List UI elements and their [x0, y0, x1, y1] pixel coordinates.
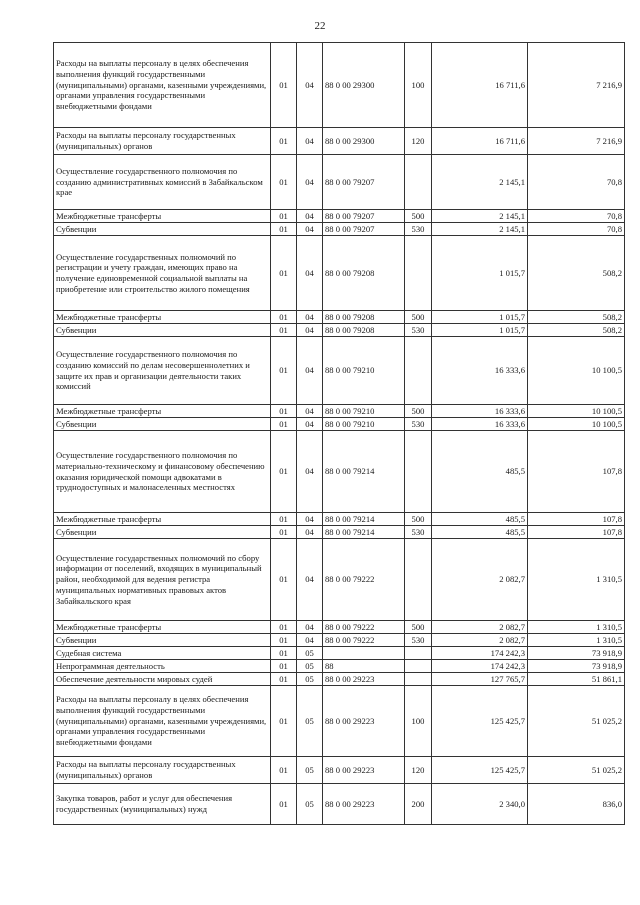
cell-amount-executed: 7 216,9 — [528, 43, 625, 128]
cell-amount-executed: 73 918,9 — [528, 647, 625, 660]
cell-name: Субвенции — [54, 223, 271, 236]
table-row — [54, 311, 625, 324]
table-row — [54, 337, 625, 405]
cell-name: Осуществление государственного полномочия по созданию административных комиссий в Забайкальском крае — [54, 155, 271, 210]
cell-target-article: 88 0 00 79210 — [323, 418, 405, 431]
cell-target-article: 88 0 00 79222 — [323, 539, 405, 621]
cell-target-article: 88 0 00 29300 — [323, 43, 405, 128]
cell-subsection: 04 — [297, 526, 323, 539]
table-row — [54, 418, 625, 431]
cell-expense-type: 530 — [405, 324, 432, 337]
cell-amount-executed: 51 025,2 — [528, 686, 625, 757]
cell-amount-plan: 125 425,7 — [432, 686, 528, 757]
cell-expense-type — [405, 155, 432, 210]
cell-subsection: 04 — [297, 513, 323, 526]
cell-amount-executed: 10 100,5 — [528, 405, 625, 418]
cell-name: Судебная система — [54, 647, 271, 660]
cell-section: 01 — [271, 621, 297, 634]
cell-expense-type: 500 — [405, 513, 432, 526]
cell-target-article: 88 0 00 29300 — [323, 128, 405, 155]
cell-subsection: 04 — [297, 621, 323, 634]
cell-name: Осуществление государственного полномочия по материально-техническому и финансовому обеспечению оказания юридической помощи адвокатами в труднодоступных и малонаселенных местностях — [54, 431, 271, 513]
cell-section: 01 — [271, 784, 297, 825]
table-row — [54, 526, 625, 539]
cell-name: Закупка товаров, работ и услуг для обеспечения государственных (муниципальных) нужд — [54, 784, 271, 825]
cell-section: 01 — [271, 634, 297, 647]
cell-target-article: 88 0 00 79208 — [323, 324, 405, 337]
cell-section: 01 — [271, 337, 297, 405]
cell-amount-executed: 1 310,5 — [528, 634, 625, 647]
cell-amount-executed: 51 861,1 — [528, 673, 625, 686]
cell-name: Осуществление государственных полномочий по сбору информации от поселений, входящих в муниципальный район, необходимой для ведения регистра муниципальных нормативных правовых актов Забайкальского края — [54, 539, 271, 621]
cell-name: Осуществление государственных полномочий по регистрации и учету граждан, имеющих право на получение единовременной социальной выплаты на приобретение или строительство жилого помещения — [54, 236, 271, 311]
cell-amount-plan: 2 082,7 — [432, 621, 528, 634]
cell-section: 01 — [271, 418, 297, 431]
cell-expense-type: 500 — [405, 405, 432, 418]
cell-amount-executed: 107,8 — [528, 431, 625, 513]
cell-amount-executed: 1 310,5 — [528, 539, 625, 621]
cell-amount-plan: 1 015,7 — [432, 311, 528, 324]
cell-section: 01 — [271, 647, 297, 660]
cell-subsection: 04 — [297, 539, 323, 621]
table-row — [54, 757, 625, 784]
table-row — [54, 686, 625, 757]
cell-name: Межбюджетные трансферты — [54, 405, 271, 418]
cell-section: 01 — [271, 660, 297, 673]
table-row — [54, 621, 625, 634]
table-row — [54, 155, 625, 210]
cell-target-article: 88 0 00 79222 — [323, 634, 405, 647]
cell-subsection: 05 — [297, 784, 323, 825]
cell-expense-type: 500 — [405, 210, 432, 223]
cell-amount-plan: 16 711,6 — [432, 128, 528, 155]
cell-amount-plan: 1 015,7 — [432, 236, 528, 311]
cell-amount-plan: 2 082,7 — [432, 634, 528, 647]
cell-name: Межбюджетные трансферты — [54, 513, 271, 526]
cell-amount-plan: 16 333,6 — [432, 405, 528, 418]
table-row — [54, 128, 625, 155]
table-row — [54, 784, 625, 825]
cell-amount-plan: 16 333,6 — [432, 337, 528, 405]
cell-name: Субвенции — [54, 634, 271, 647]
cell-expense-type: 200 — [405, 784, 432, 825]
cell-subsection: 04 — [297, 311, 323, 324]
cell-subsection: 04 — [297, 210, 323, 223]
table-row — [54, 673, 625, 686]
cell-amount-executed: 107,8 — [528, 526, 625, 539]
cell-target-article: 88 0 00 79214 — [323, 431, 405, 513]
cell-subsection: 04 — [297, 431, 323, 513]
cell-amount-executed: 10 100,5 — [528, 418, 625, 431]
cell-subsection: 04 — [297, 634, 323, 647]
cell-name: Межбюджетные трансферты — [54, 210, 271, 223]
cell-amount-executed: 508,2 — [528, 324, 625, 337]
cell-subsection: 04 — [297, 43, 323, 128]
cell-expense-type: 530 — [405, 418, 432, 431]
cell-name: Расходы на выплаты персоналу в целях обеспечения выполнения функций государственными (муниципальными) органами, казенными учреждениями, органами управления государственными внебюджетными фондами — [54, 686, 271, 757]
cell-section: 01 — [271, 526, 297, 539]
cell-name: Осуществление государственного полномочия по созданию комиссий по делам несовершеннолетних и защите их прав и организации деятельности таких комиссий — [54, 337, 271, 405]
cell-subsection: 05 — [297, 647, 323, 660]
cell-amount-plan: 485,5 — [432, 513, 528, 526]
cell-subsection: 04 — [297, 324, 323, 337]
cell-section: 01 — [271, 405, 297, 418]
cell-expense-type: 120 — [405, 757, 432, 784]
cell-amount-plan: 1 015,7 — [432, 324, 528, 337]
cell-target-article: 88 — [323, 660, 405, 673]
cell-amount-plan: 2 145,1 — [432, 223, 528, 236]
cell-amount-executed: 10 100,5 — [528, 337, 625, 405]
cell-amount-executed: 107,8 — [528, 513, 625, 526]
cell-amount-plan: 2 340,0 — [432, 784, 528, 825]
cell-section: 01 — [271, 311, 297, 324]
cell-section: 01 — [271, 155, 297, 210]
cell-section: 01 — [271, 128, 297, 155]
cell-expense-type — [405, 539, 432, 621]
cell-target-article: 88 0 00 29223 — [323, 784, 405, 825]
table-row — [54, 647, 625, 660]
cell-amount-plan: 485,5 — [432, 526, 528, 539]
table-row — [54, 634, 625, 647]
cell-subsection: 04 — [297, 155, 323, 210]
cell-section: 01 — [271, 513, 297, 526]
cell-target-article: 88 0 00 79210 — [323, 337, 405, 405]
cell-expense-type: 120 — [405, 128, 432, 155]
cell-expense-type: 530 — [405, 526, 432, 539]
cell-target-article: 88 0 00 29223 — [323, 757, 405, 784]
cell-name: Расходы на выплаты персоналу государственных (муниципальных) органов — [54, 128, 271, 155]
cell-target-article: 88 0 00 79208 — [323, 311, 405, 324]
cell-amount-executed: 51 025,2 — [528, 757, 625, 784]
cell-amount-executed: 73 918,9 — [528, 660, 625, 673]
cell-expense-type — [405, 673, 432, 686]
cell-name: Расходы на выплаты персоналу государственных (муниципальных) органов — [54, 757, 271, 784]
cell-subsection: 04 — [297, 223, 323, 236]
budget-table — [53, 42, 625, 825]
table-row — [54, 43, 625, 128]
table-row — [54, 660, 625, 673]
cell-target-article: 88 0 00 79207 — [323, 155, 405, 210]
table-row — [54, 210, 625, 223]
cell-target-article: 88 0 00 29223 — [323, 673, 405, 686]
cell-subsection: 04 — [297, 236, 323, 311]
cell-expense-type — [405, 337, 432, 405]
cell-name: Субвенции — [54, 324, 271, 337]
cell-subsection: 04 — [297, 337, 323, 405]
cell-amount-plan: 2 145,1 — [432, 155, 528, 210]
cell-expense-type: 500 — [405, 621, 432, 634]
cell-target-article: 88 0 00 79207 — [323, 223, 405, 236]
cell-name: Расходы на выплаты персоналу в целях обеспечения выполнения функций государственными (муниципальными) органами, казенными учреждениями, органами управления государственными внебюджетными фондами — [54, 43, 271, 128]
table-row — [54, 431, 625, 513]
cell-target-article: 88 0 00 79222 — [323, 621, 405, 634]
cell-amount-executed: 508,2 — [528, 311, 625, 324]
cell-subsection: 04 — [297, 418, 323, 431]
cell-target-article: 88 0 00 79208 — [323, 236, 405, 311]
cell-expense-type — [405, 660, 432, 673]
cell-section: 01 — [271, 673, 297, 686]
cell-amount-executed: 508,2 — [528, 236, 625, 311]
cell-name: Субвенции — [54, 418, 271, 431]
cell-target-article: 88 0 00 79214 — [323, 513, 405, 526]
cell-subsection: 05 — [297, 660, 323, 673]
cell-name: Непрограммная деятельность — [54, 660, 271, 673]
page-number: 22 — [314, 20, 326, 32]
cell-amount-executed: 836,0 — [528, 784, 625, 825]
cell-expense-type — [405, 431, 432, 513]
cell-subsection: 05 — [297, 686, 323, 757]
cell-amount-executed: 70,8 — [528, 223, 625, 236]
table-row — [54, 405, 625, 418]
table-row — [54, 513, 625, 526]
cell-amount-plan: 16 711,6 — [432, 43, 528, 128]
cell-expense-type: 100 — [405, 43, 432, 128]
table-row — [54, 324, 625, 337]
cell-amount-executed: 1 310,5 — [528, 621, 625, 634]
cell-section: 01 — [271, 757, 297, 784]
cell-amount-executed: 70,8 — [528, 155, 625, 210]
cell-amount-executed: 7 216,9 — [528, 128, 625, 155]
cell-section: 01 — [271, 210, 297, 223]
cell-expense-type: 530 — [405, 223, 432, 236]
cell-amount-plan: 2 082,7 — [432, 539, 528, 621]
cell-name: Субвенции — [54, 526, 271, 539]
cell-name: Межбюджетные трансферты — [54, 621, 271, 634]
cell-expense-type: 100 — [405, 686, 432, 757]
table-row — [54, 539, 625, 621]
cell-target-article: 88 0 00 79207 — [323, 210, 405, 223]
table-row — [54, 236, 625, 311]
cell-section: 01 — [271, 431, 297, 513]
table-row — [54, 223, 625, 236]
cell-subsection: 05 — [297, 757, 323, 784]
cell-amount-executed: 70,8 — [528, 210, 625, 223]
cell-name: Обеспечение деятельности мировых судей — [54, 673, 271, 686]
cell-target-article — [323, 647, 405, 660]
cell-expense-type: 530 — [405, 634, 432, 647]
cell-target-article: 88 0 00 79210 — [323, 405, 405, 418]
cell-subsection: 04 — [297, 405, 323, 418]
cell-subsection: 05 — [297, 673, 323, 686]
cell-expense-type: 500 — [405, 311, 432, 324]
cell-subsection: 04 — [297, 128, 323, 155]
cell-expense-type — [405, 236, 432, 311]
cell-section: 01 — [271, 43, 297, 128]
cell-amount-plan: 174 242,3 — [432, 647, 528, 660]
cell-section: 01 — [271, 539, 297, 621]
cell-amount-plan: 2 145,1 — [432, 210, 528, 223]
cell-amount-plan: 16 333,6 — [432, 418, 528, 431]
cell-section: 01 — [271, 686, 297, 757]
cell-name: Межбюджетные трансферты — [54, 311, 271, 324]
cell-target-article: 88 0 00 79214 — [323, 526, 405, 539]
cell-section: 01 — [271, 223, 297, 236]
cell-amount-plan: 485,5 — [432, 431, 528, 513]
cell-amount-plan: 127 765,7 — [432, 673, 528, 686]
cell-amount-plan: 174 242,3 — [432, 660, 528, 673]
cell-target-article: 88 0 00 29223 — [323, 686, 405, 757]
cell-amount-plan: 125 425,7 — [432, 757, 528, 784]
cell-section: 01 — [271, 236, 297, 311]
cell-section: 01 — [271, 324, 297, 337]
cell-expense-type — [405, 647, 432, 660]
